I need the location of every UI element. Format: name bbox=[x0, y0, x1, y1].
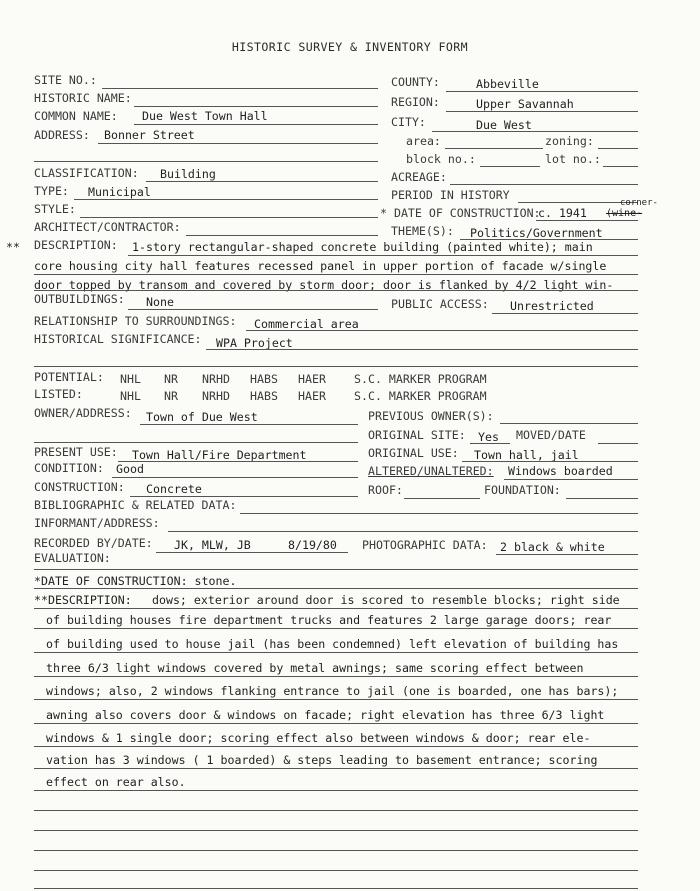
date-line bbox=[536, 220, 638, 221]
evaluation-line bbox=[34, 569, 638, 570]
continuation-date: *DATE OF CONSTRUCTION: stone. bbox=[34, 574, 237, 588]
condition-label: CONDITION: bbox=[34, 461, 104, 475]
continuation-line-1: dows; exterior around door is scored to resemble blocks; right side bbox=[152, 593, 620, 607]
historic-name-label: HISTORIC NAME: bbox=[34, 91, 132, 105]
construction-value: Concrete bbox=[146, 482, 202, 496]
architect-label: ARCHITECT/CONTRACTOR: bbox=[34, 220, 181, 234]
potential-marker-program: S.C. MARKER PROGRAM bbox=[354, 372, 487, 386]
condition-line bbox=[112, 477, 358, 478]
previous-owner-line bbox=[500, 423, 638, 424]
original-use-line bbox=[462, 461, 638, 462]
significance-label: HISTORICAL SIGNIFICANCE: bbox=[34, 332, 202, 346]
description-rule-3 bbox=[34, 290, 638, 291]
lot-line bbox=[603, 166, 638, 167]
classification-value: Building bbox=[160, 167, 216, 181]
classification-line bbox=[146, 181, 378, 182]
continuation-rule-6 bbox=[34, 723, 638, 724]
roof-label: ROOF: bbox=[368, 483, 403, 497]
significance-line bbox=[206, 349, 638, 350]
site-no-label: SITE NO.: bbox=[34, 73, 97, 87]
region-value: Upper Savannah bbox=[476, 97, 574, 111]
potential-habs: HABS bbox=[250, 372, 278, 386]
type-label: TYPE: bbox=[34, 184, 69, 198]
block-line bbox=[480, 166, 540, 167]
description-rule-2 bbox=[34, 274, 638, 275]
common-name-value: Due West Town Hall bbox=[142, 109, 268, 123]
roof-line bbox=[404, 498, 480, 499]
continuation-line-4: three 6/3 light windows covered by metal awnings; same scoring effect between bbox=[46, 661, 584, 675]
date-note: (wine- bbox=[606, 208, 643, 219]
previous-owner-label: PREVIOUS OWNER(S): bbox=[368, 409, 494, 423]
county-label: COUNTY: bbox=[391, 75, 440, 89]
zoning-line bbox=[598, 148, 638, 149]
altered-label: ALTERED/UNALTERED: bbox=[368, 464, 494, 478]
region-label: REGION: bbox=[391, 95, 440, 109]
continuation-line-6: awning also covers door & windows on facade; right elevation has three 6/3 light bbox=[46, 708, 605, 722]
county-value: Abbeville bbox=[476, 77, 539, 91]
potential-label: POTENTIAL: bbox=[34, 370, 104, 384]
blank-rule-4 bbox=[34, 870, 638, 871]
acreage-label: ACREAGE: bbox=[391, 170, 447, 184]
continuation-rule-4 bbox=[34, 676, 638, 677]
photographic-value: 2 black & white bbox=[500, 540, 605, 554]
original-use-label: ORIGINAL USE: bbox=[368, 446, 459, 460]
listed-nr: NR bbox=[164, 389, 178, 403]
date-label: * DATE OF CONSTRUCTION: bbox=[380, 206, 541, 220]
recorded-line bbox=[156, 552, 348, 553]
area-line bbox=[445, 148, 543, 149]
owner-label: OWNER/ADDRESS: bbox=[34, 406, 132, 420]
photographic-line bbox=[496, 554, 638, 555]
informant-line bbox=[168, 531, 638, 532]
description-marker: ** bbox=[6, 240, 20, 254]
construction-label: CONSTRUCTION: bbox=[34, 480, 125, 494]
original-site-value: Yes bbox=[478, 430, 499, 444]
original-site-line bbox=[470, 443, 510, 444]
foundation-label: FOUNDATION: bbox=[484, 483, 561, 497]
address-label: ADDRESS: bbox=[34, 128, 90, 142]
zoning-label: zoning: bbox=[545, 134, 594, 148]
relationship-line bbox=[246, 330, 638, 331]
potential-nr: NR bbox=[164, 372, 178, 386]
outbuildings-label: OUTBUILDINGS: bbox=[34, 292, 125, 306]
date-note-insert: corner- bbox=[620, 198, 658, 208]
site-no-line bbox=[102, 88, 378, 89]
public-access-label: PUBLIC ACCESS: bbox=[391, 297, 489, 311]
continuation-line-8: vation has 3 windows ( 1 boarded) & steps leading to basement entrance; scoring bbox=[46, 753, 598, 767]
blank-rule-5 bbox=[34, 888, 638, 889]
listed-haer: HAER bbox=[298, 389, 326, 403]
acreage-line bbox=[450, 184, 638, 185]
block-label: block no.: bbox=[406, 152, 476, 166]
blank-rule-2 bbox=[34, 830, 638, 831]
listed-nhl: NHL bbox=[120, 389, 141, 403]
region-line bbox=[446, 111, 638, 112]
public-access-line bbox=[492, 313, 638, 314]
evaluation-label: EVALUATION: bbox=[34, 551, 111, 565]
theme-label: THEME(S): bbox=[391, 224, 454, 238]
foundation-line bbox=[566, 498, 638, 499]
description-line-3: door topped by transom and covered by storm door; door is flanked by 4/2 light win- bbox=[34, 278, 614, 292]
present-use-line bbox=[118, 461, 358, 462]
date-value: c. 1941 bbox=[538, 206, 587, 220]
condition-value: Good bbox=[116, 462, 144, 476]
blank-rule-1 bbox=[34, 810, 638, 811]
address-line-2 bbox=[34, 161, 378, 162]
potential-nhl: NHL bbox=[120, 372, 141, 386]
city-value: Due West bbox=[476, 118, 532, 132]
description-rule-1 bbox=[128, 255, 638, 256]
style-line bbox=[80, 217, 378, 218]
type-line bbox=[74, 199, 378, 200]
historic-name-line bbox=[134, 106, 378, 107]
address-value: Bonner Street bbox=[104, 128, 195, 142]
classification-label: CLASSIFICATION: bbox=[34, 166, 139, 180]
continuation-rule-2 bbox=[34, 628, 638, 629]
relationship-value: Commercial area bbox=[254, 317, 359, 331]
continuation-line-9: effect on rear also. bbox=[46, 775, 186, 789]
description-line-2: core housing city hall features recessed panel in upper portion of facade w/single bbox=[34, 259, 607, 273]
owner-line-2 bbox=[34, 442, 358, 443]
continuation-rule-1 bbox=[34, 608, 638, 609]
bibliographic-label: BIBLIOGRAPHIC & RELATED DATA: bbox=[34, 498, 237, 512]
present-use-label: PRESENT USE: bbox=[34, 445, 118, 459]
description-label: DESCRIPTION: bbox=[34, 238, 118, 252]
continuation-rule-5 bbox=[34, 699, 638, 700]
blank-rule-3 bbox=[34, 850, 638, 851]
listed-nrhd: NRHD bbox=[202, 389, 230, 403]
altered-line bbox=[504, 479, 638, 480]
lot-label: lot no.: bbox=[545, 152, 601, 166]
architect-line bbox=[186, 235, 378, 236]
county-line bbox=[446, 91, 638, 92]
continuation-rule-9 bbox=[34, 790, 638, 791]
recorded-value: JK, MLW, JB bbox=[174, 538, 251, 552]
moved-line bbox=[598, 443, 638, 444]
theme-value: Politics/Government bbox=[470, 226, 603, 240]
altered-value: Windows boarded bbox=[508, 464, 613, 478]
construction-line bbox=[130, 496, 358, 497]
type-value: Municipal bbox=[88, 185, 151, 199]
outbuildings-value: None bbox=[146, 295, 174, 309]
continuation-rule-3 bbox=[34, 652, 638, 653]
city-line bbox=[432, 131, 638, 132]
continuation-line-2: of building houses fire department trucks and features 2 large garage doors; rear bbox=[46, 613, 612, 627]
style-label: STYLE: bbox=[34, 202, 76, 216]
recorded-date: 8/19/80 bbox=[288, 538, 337, 552]
common-name-line bbox=[134, 124, 378, 125]
significance-value: WPA Project bbox=[216, 336, 293, 350]
continuation-line-5: windows; also, 2 windows flanking entrance to jail (one is boarded, one has bars); bbox=[46, 684, 619, 698]
continuation-rule-8 bbox=[34, 768, 638, 769]
moved-label: MOVED/DATE bbox=[516, 428, 586, 442]
listed-marker-program: S.C. MARKER PROGRAM bbox=[354, 389, 487, 403]
outbuildings-line bbox=[128, 309, 378, 310]
bibliographic-line bbox=[240, 513, 638, 514]
relationship-label: RELATIONSHIP TO SURROUNDINGS: bbox=[34, 314, 237, 328]
continuation-line-7: windows & 1 single door; scoring effect also between windows & door; rear ele- bbox=[46, 731, 591, 745]
common-name-label: COMMON NAME: bbox=[34, 109, 118, 123]
public-access-value: Unrestricted bbox=[510, 299, 594, 313]
present-use-value: Town Hall/Fire Department bbox=[132, 448, 307, 462]
period-label: PERIOD IN HISTORY bbox=[391, 188, 510, 202]
city-label: CITY: bbox=[391, 115, 426, 129]
photographic-label: PHOTOGRAPHIC DATA: bbox=[362, 538, 488, 552]
description-line-1: 1-story rectangular-shaped concrete building (painted white); main bbox=[132, 240, 593, 254]
form-title: HISTORIC SURVEY & INVENTORY FORM bbox=[231, 40, 469, 54]
informant-label: INFORMANT/ADDRESS: bbox=[34, 516, 160, 530]
address-line bbox=[98, 143, 378, 144]
original-site-label: ORIGINAL SITE: bbox=[368, 428, 466, 442]
owner-value: Town of Due West bbox=[146, 410, 258, 424]
owner-line bbox=[140, 424, 358, 425]
original-use-value: Town hall, jail bbox=[474, 448, 579, 462]
listed-habs: HABS bbox=[250, 389, 278, 403]
recorded-label: RECORDED BY/DATE: bbox=[34, 536, 153, 550]
continuation-line-3: of building used to house jail (has been condemned) left elevation of building has bbox=[46, 637, 619, 651]
continuation-rule-7 bbox=[34, 746, 638, 747]
significance-line-2 bbox=[34, 366, 638, 367]
listed-label: LISTED: bbox=[34, 387, 83, 401]
continuation-date-line bbox=[34, 588, 638, 589]
area-label: area: bbox=[406, 134, 441, 148]
continuation-desc-label: **DESCRIPTION: bbox=[34, 593, 132, 607]
potential-nrhd: NRHD bbox=[202, 372, 230, 386]
potential-haer: HAER bbox=[298, 372, 326, 386]
